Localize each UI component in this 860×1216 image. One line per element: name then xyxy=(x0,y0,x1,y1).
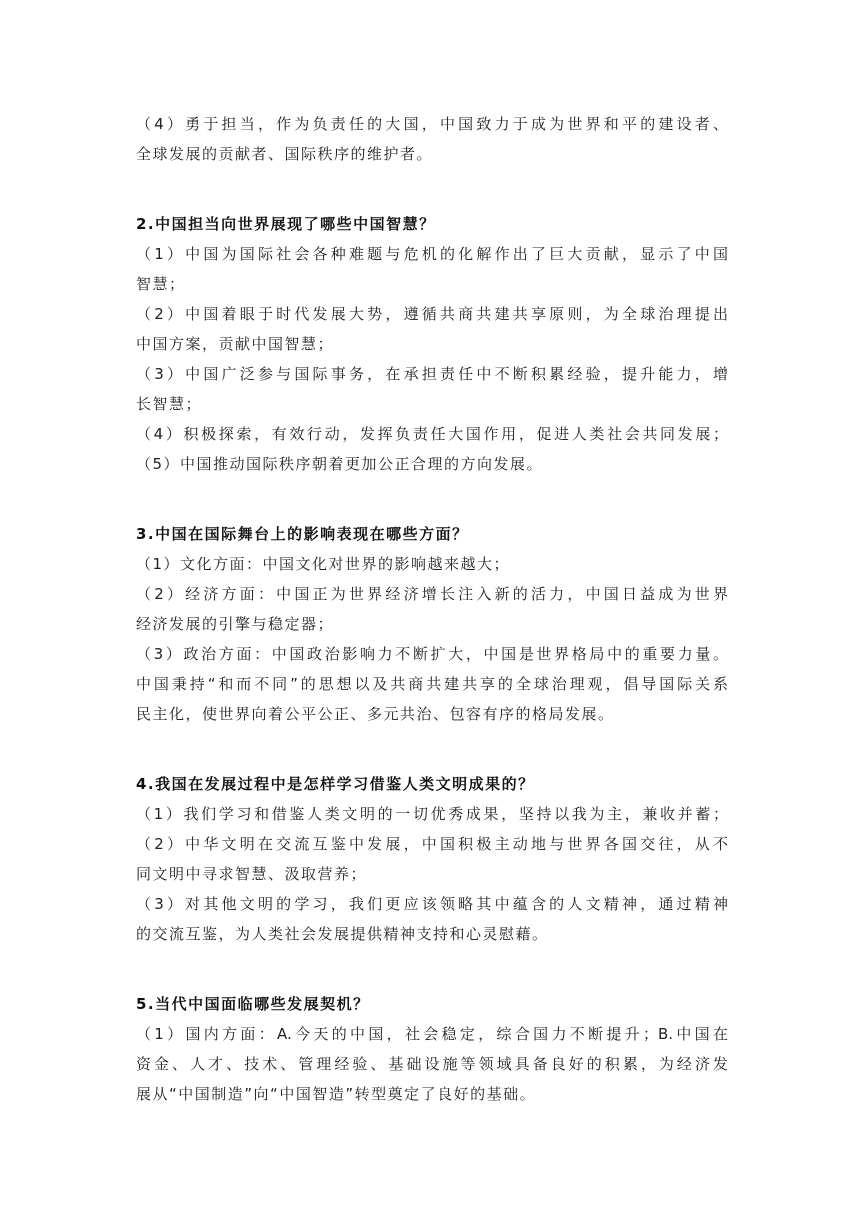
text-line: 经济发展的引擎与稳定器； xyxy=(136,615,335,633)
text-line: 展从“中国制造”向“中国智造”转型奠定了良好的基础。 xyxy=(136,1085,537,1103)
text-line: 的交流互鉴，为人类社会发展提供精神支持和心灵慰藉。 xyxy=(136,925,549,943)
text-line: （4）积极探索，有效行动，发挥负责任大国作用，促进人类社会共同发展； xyxy=(136,425,728,443)
text-line: （1）我们学习和借鉴人类文明的一切优秀成果，坚持以我为主，兼收并蓄； xyxy=(136,805,728,823)
section-heading: 2.中国担当向世界展现了哪些中国智慧？ xyxy=(136,215,436,233)
text-line: （3）政治方面：中国政治影响力不断扩大，中国是世界格局中的重要力量。 xyxy=(136,645,728,663)
text-line: （4）勇于担当，作为负责任的大国，中国致力于成为世界和平的建设者、 xyxy=(136,115,728,133)
section-5 xyxy=(136,989,728,1109)
section-2 xyxy=(136,209,728,479)
section-4 xyxy=(136,769,728,949)
text-line: （2）中华文明在交流互鉴中发展，中国积极主动地与世界各国交往，从不 xyxy=(136,835,728,853)
text-line: （3）中国广泛参与国际事务，在承担责任中不断积累经验，提升能力，增 xyxy=(136,365,728,383)
text-line: 资金、人才、技术、管理经验、基础设施等领域具备良好的积累，为经济发 xyxy=(136,1055,728,1073)
text-line: 同文明中寻求智慧、汲取营养； xyxy=(136,865,368,883)
text-line: （5）中国推动国际秩序朝着更加公正合理的方向发展。 xyxy=(136,455,544,473)
text-line: 民主化，使世界向着公平公正、多元共治、包容有序的格局发展。 xyxy=(136,705,615,723)
text-line: 中国方案，贡献中国智慧； xyxy=(136,335,335,353)
text-line: （3）对其他文明的学习，我们更应该领略其中蕴含的人文精神，通过精神 xyxy=(136,895,728,913)
text-line: 智慧； xyxy=(136,275,186,293)
document-page xyxy=(136,109,728,1109)
section-heading: 3.中国在国际舞台上的影响表现在哪些方面？ xyxy=(136,525,469,543)
text-line: （1）国内方面：A.今天的中国，社会稳定，综合国力不断提升；B.中国在 xyxy=(136,1025,728,1043)
section-heading: 4.我国在发展过程中是怎样学习借鉴人类文明成果的？ xyxy=(136,775,535,793)
section-heading: 5.当代中国面临哪些发展契机？ xyxy=(136,995,370,1013)
text-line: （1）中国为国际社会各种难题与危机的化解作出了巨大贡献，显示了中国 xyxy=(136,245,728,263)
section-3 xyxy=(136,519,728,729)
text-line: （2）经济方面：中国正为世界经济增长注入新的活力，中国日益成为世界 xyxy=(136,585,728,603)
text-line: 长智慧； xyxy=(136,395,203,413)
intro-paragraph xyxy=(136,109,728,169)
text-line: 全球发展的贡献者、国际秩序的维护者。 xyxy=(136,145,434,163)
text-line: （2）中国着眼于时代发展大势，遵循共商共建共享原则，为全球治理提出 xyxy=(136,305,728,323)
text-line: （1）文化方面：中国文化对世界的影响越来越大； xyxy=(136,555,511,573)
text-line: 中国秉持“和而不同”的思想以及共商共建共享的全球治理观，倡导国际关系 xyxy=(136,675,728,693)
